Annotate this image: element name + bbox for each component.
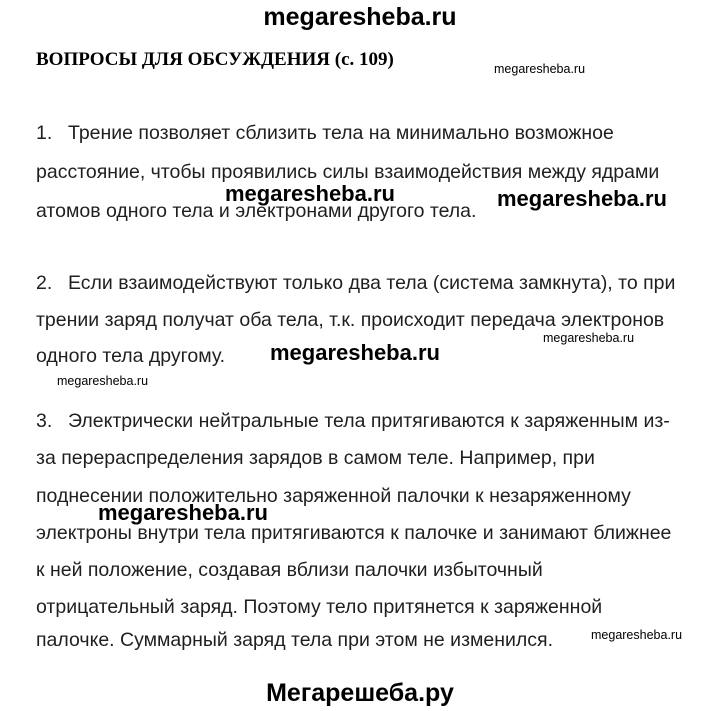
watermark-top: megaresheba.ru <box>263 3 457 31</box>
watermark-big: megaresheba.ru <box>497 186 667 211</box>
answer-3-line-6: отрицательный заряд. Поэтому тело притянется к заряженной <box>36 596 603 618</box>
answer-1-line-2: расстояние, чтобы проявились силы взаимодействия между ядрами <box>36 161 660 183</box>
answer-1-line-1 <box>36 121 614 145</box>
page-heading: ВОПРОСЫ ДЛЯ ОБСУЖДЕНИЯ (с. 109) <box>36 49 394 70</box>
answer-3-line-7: палочке. Суммарный заряд тела при этом не изменился. <box>36 629 554 651</box>
watermark-small: megaresheba.ru <box>543 331 635 345</box>
answer-1-number: 1. <box>36 122 53 144</box>
watermark-bottom: Мегарешеба.ру <box>266 679 454 707</box>
answer-3-line-5: к ней положение, создавая вблизи палочки избыточный <box>36 559 543 581</box>
answer-3-text: Электрически нейтральные тела притягиваются к заряженным из- <box>68 410 670 432</box>
answer-2-number: 2. <box>36 272 53 294</box>
watermark-big: megaresheba.ru <box>225 181 395 206</box>
answer-2-line-3: одного тела другому. <box>36 345 226 367</box>
watermark-big: megaresheba.ru <box>270 340 440 365</box>
watermark-big: megaresheba.ru <box>98 500 268 525</box>
answer-3-line-2: за перераспределения зарядов в самом теле. Например, при <box>36 447 595 469</box>
answer-1-text: Трение позволяет сблизить тела на минимально возможное <box>68 122 614 144</box>
answer-1-line-3: атомов одного тела и электронами другого тела. <box>36 200 477 222</box>
answer-3-line-3: поднесении положительно заряженной палочки к незаряженному <box>36 485 631 507</box>
answer-2-line-2: трении заряд получат оба тела, т.к. происходит передача электронов <box>36 309 665 331</box>
watermark-small: megaresheba.ru <box>57 374 149 388</box>
watermark-small: megaresheba.ru <box>494 62 586 76</box>
answer-3-line-4: электроны внутри тела притягиваются к палочке и занимают ближнее <box>36 522 672 544</box>
answer-3-line-1 <box>36 409 670 433</box>
watermark-small: megaresheba.ru <box>591 628 683 642</box>
answer-3-number: 3. <box>36 410 53 432</box>
answer-2-line-1 <box>36 271 675 295</box>
answer-2-text: Если взаимодействуют только два тела (система замкнута), то при <box>68 272 676 294</box>
